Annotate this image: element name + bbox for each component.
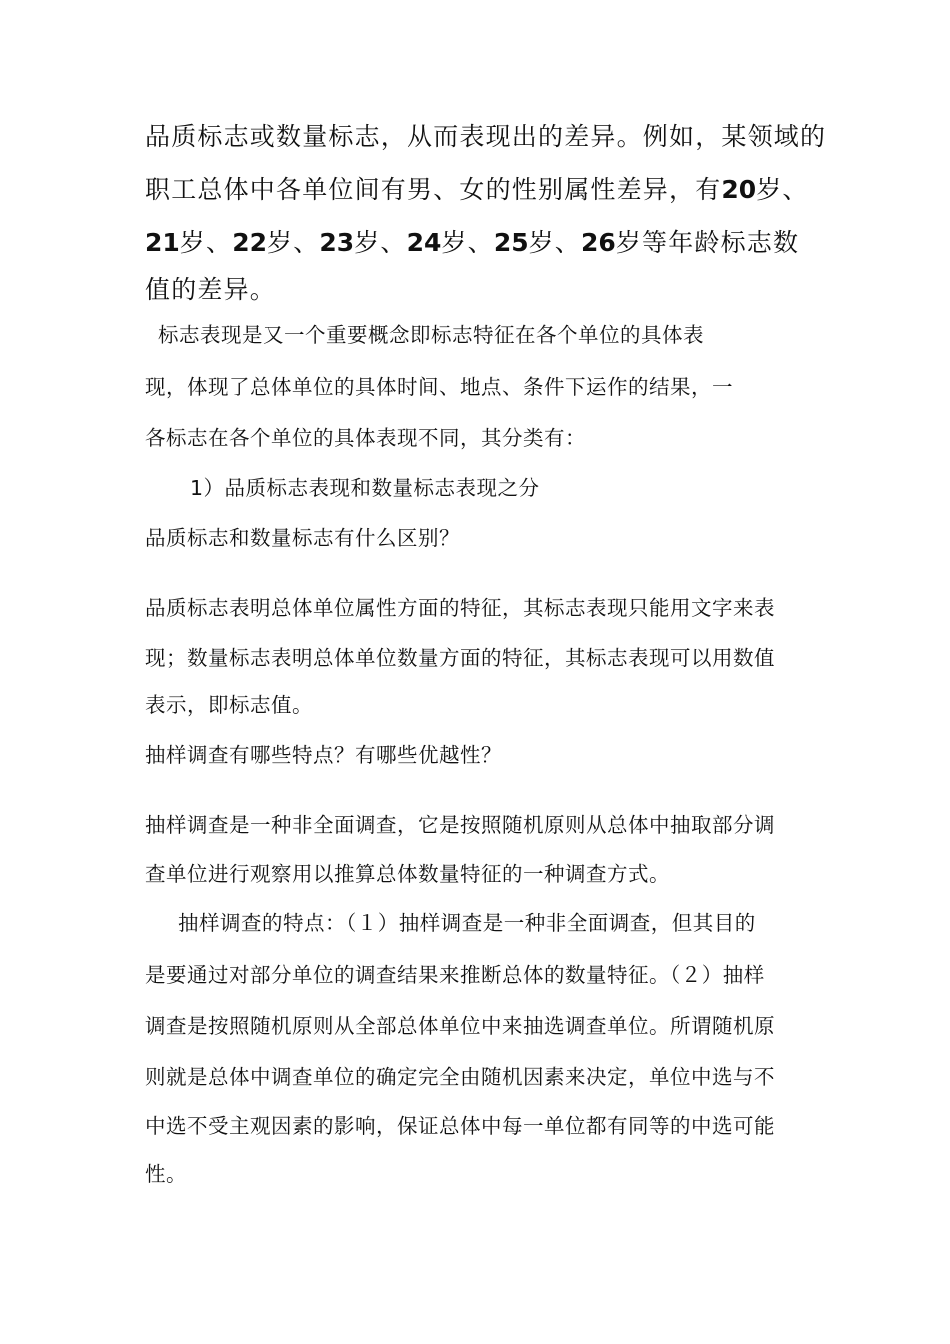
age-number: 24 (406, 228, 442, 257)
paragraph-line: 抽样调查的特点：（１）抽样调查是一种非全面调查，但其目的 (178, 911, 756, 935)
text-run: 职工总体中各单位间有男、女的性别属性差异，有 (145, 175, 722, 204)
text-run: 岁、 (354, 228, 407, 257)
text-run: 岁、 (179, 228, 233, 257)
text-run: 岁等年龄标志数 (615, 228, 800, 257)
paragraph-line (145, 223, 799, 259)
question-heading: 品质标志和数量标志有什么区别？ (145, 526, 460, 550)
paragraph-line: 值的差异。 (145, 275, 277, 304)
question-heading: 抽样调查有哪些特点？有哪些优越性？ (145, 743, 502, 767)
paragraph-line: 品质标志或数量标志，从而表现出的差异。例如，某领域的 (145, 122, 827, 151)
text-run: 岁、 (441, 228, 494, 257)
age-number: 22 (232, 228, 267, 257)
paragraph-line: 则就是总体中调查单位的确定完全由随机因素来决定，单位中选与不 (145, 1065, 775, 1089)
paragraph-line: 查单位进行观察用以推算总体数量特征的一种调查方式。 (145, 862, 670, 886)
paragraph-line: 抽样调查是一种非全面调查，它是按照随机原则从总体中抽取部分调 (145, 813, 775, 837)
paragraph-line: 标志表现是又一个重要概念即标志特征在各个单位的具体表 (158, 323, 704, 347)
paragraph-line: 现；数量标志表明总体单位数量方面的特征，其标志表现可以用数值 (145, 646, 775, 670)
paragraph-line: 是要通过对部分单位的调查结果来推断总体的数量特征。（２）抽样 (145, 963, 765, 987)
list-item: 1）品质标志表现和数量标志表现之分 (190, 476, 540, 500)
paragraph-line (145, 170, 809, 206)
paragraph-line: 表示，即标志值。 (145, 693, 313, 717)
age-number: 23 (319, 228, 355, 257)
text-run: 岁、 (267, 228, 320, 257)
age-number: 20 (721, 175, 757, 204)
age-number: 26 (581, 228, 616, 257)
paragraph-line: 中选不受主观因素的影响，保证总体中每一单位都有同等的中选可能 (145, 1114, 775, 1138)
paragraph-line: 现，体现了总体单位的具体时间、地点、条件下运作的结果，一 (145, 375, 733, 399)
text-run: 岁、 (528, 228, 582, 257)
age-number: 25 (493, 228, 529, 257)
paragraph-line: 性。 (145, 1162, 187, 1186)
paragraph-line: 品质标志表明总体单位属性方面的特征，其标志表现只能用文字来表 (145, 596, 775, 620)
paragraph-line: 各标志在各个单位的具体表现不同，其分类有： (145, 426, 586, 450)
paragraph-line: 调查是按照随机原则从全部总体单位中来抽选调查单位。所谓随机原 (145, 1014, 775, 1038)
age-number: 21 (145, 228, 180, 257)
text-run: 岁、 (756, 175, 809, 204)
